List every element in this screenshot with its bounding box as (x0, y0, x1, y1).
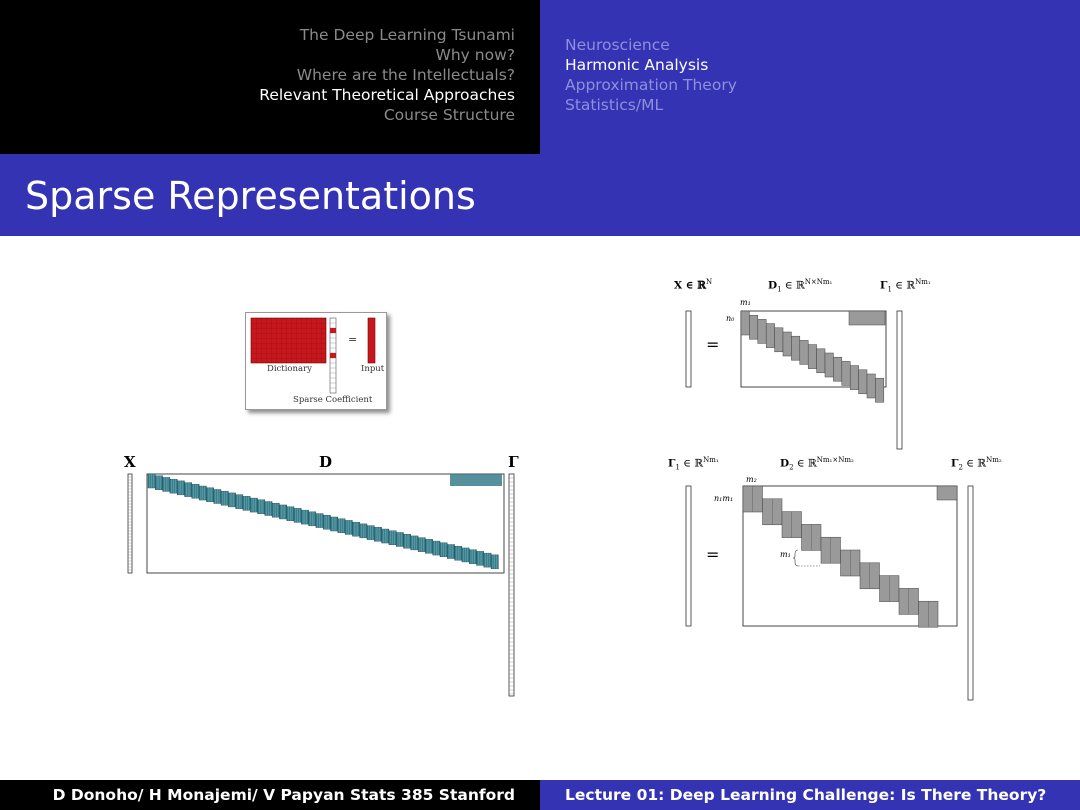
layer2-dictionary-figure (680, 480, 990, 705)
dictionary-label: Dictionary (267, 364, 312, 374)
bottom-d2-blocks (743, 486, 957, 627)
sparse-coefficient-label: Sparse Coefficient (293, 395, 373, 405)
footer-lecture-panel (540, 780, 1080, 810)
nav-subsection-2[interactable]: Approximation Theory (565, 76, 737, 94)
dictionary-matrix (251, 318, 326, 363)
frame-title-bar (0, 154, 1080, 236)
footer-lecture-title: Lecture 01: Deep Learning Challenge: Is There Theory? (565, 786, 1047, 804)
sparse-coding-inset (245, 312, 387, 410)
d-matrix-diagonal-band (148, 474, 502, 569)
bottom-gamma1-vector (686, 486, 691, 626)
nav-section-3-active[interactable]: Relevant Theoretical Approaches (259, 86, 515, 104)
section-nav (259, 25, 515, 125)
d-matrix-label: D (319, 453, 333, 471)
top-n0-label: n₀ (726, 314, 735, 323)
bottom-n1m1-label: n₁m₁ (714, 494, 734, 503)
layer1-dictionary-figure (680, 305, 910, 455)
sparse-coefficient-vector (330, 318, 336, 393)
top-d1-blocks (741, 311, 885, 402)
footer-authors-panel (0, 780, 540, 810)
header-sections-panel (0, 0, 540, 154)
gamma-vector (509, 474, 514, 696)
top-x-label: X ∈ ℝ$^N$ (674, 278, 713, 292)
top-x-vector (686, 311, 691, 387)
subsection-nav (565, 35, 737, 115)
slide-title: Sparse Representations (25, 174, 476, 218)
top-gamma1-label: $\Gamma_1$ ∈ ℝ$^{Nm_1}$ (880, 278, 931, 294)
top-m1-label: m₁ (740, 298, 751, 307)
top-d1-label: $D_1$ ∈ ℝ$^{N\times Nm_1}$ (768, 278, 833, 294)
bottom-m2-label: m₂ (746, 475, 757, 484)
nav-section-0[interactable]: The Deep Learning Tsunami (299, 26, 515, 44)
x-matrix-label: X (124, 453, 136, 471)
input-vector (368, 318, 375, 363)
m1-brace (793, 550, 798, 566)
inset-equals: = (348, 333, 358, 346)
nav-subsection-3[interactable]: Statistics/ML (565, 96, 664, 114)
nav-section-1[interactable]: Why now? (435, 46, 515, 64)
input-label: Input (361, 364, 385, 374)
header-subsections-panel (540, 0, 1080, 154)
nav-section-2[interactable]: Where are the Intellectuals? (296, 66, 515, 84)
footer-authors: D Donoho/ H Monajemi/ V Papyan Stats 385 Stanford (52, 786, 515, 804)
bottom-gamma2-vector (968, 486, 973, 700)
bottom-gamma2-label: $\Gamma_2$ ∈ ℝ$^{Nm_2}$ (951, 456, 1002, 472)
bottom-gamma1-label: $\Gamma_1$ ∈ ℝ$^{Nm_1}$ (668, 456, 719, 472)
nav-section-4[interactable]: Course Structure (383, 106, 515, 124)
bottom-m1-label: m₁ (780, 550, 791, 559)
nav-subsection-1-active[interactable]: Harmonic Analysis (565, 56, 709, 74)
bottom-d2-label: $D_2$ ∈ ℝ$^{Nm_1\times Nm_2}$ (780, 456, 854, 472)
gamma-vector-label: Γ (508, 453, 519, 471)
nav-subsection-0[interactable]: Neuroscience (565, 36, 670, 54)
bottom-equals: = (706, 545, 720, 564)
top-gamma1-vector (897, 311, 902, 449)
top-equals: = (706, 335, 720, 354)
convolutional-dictionary-figure (120, 470, 530, 700)
